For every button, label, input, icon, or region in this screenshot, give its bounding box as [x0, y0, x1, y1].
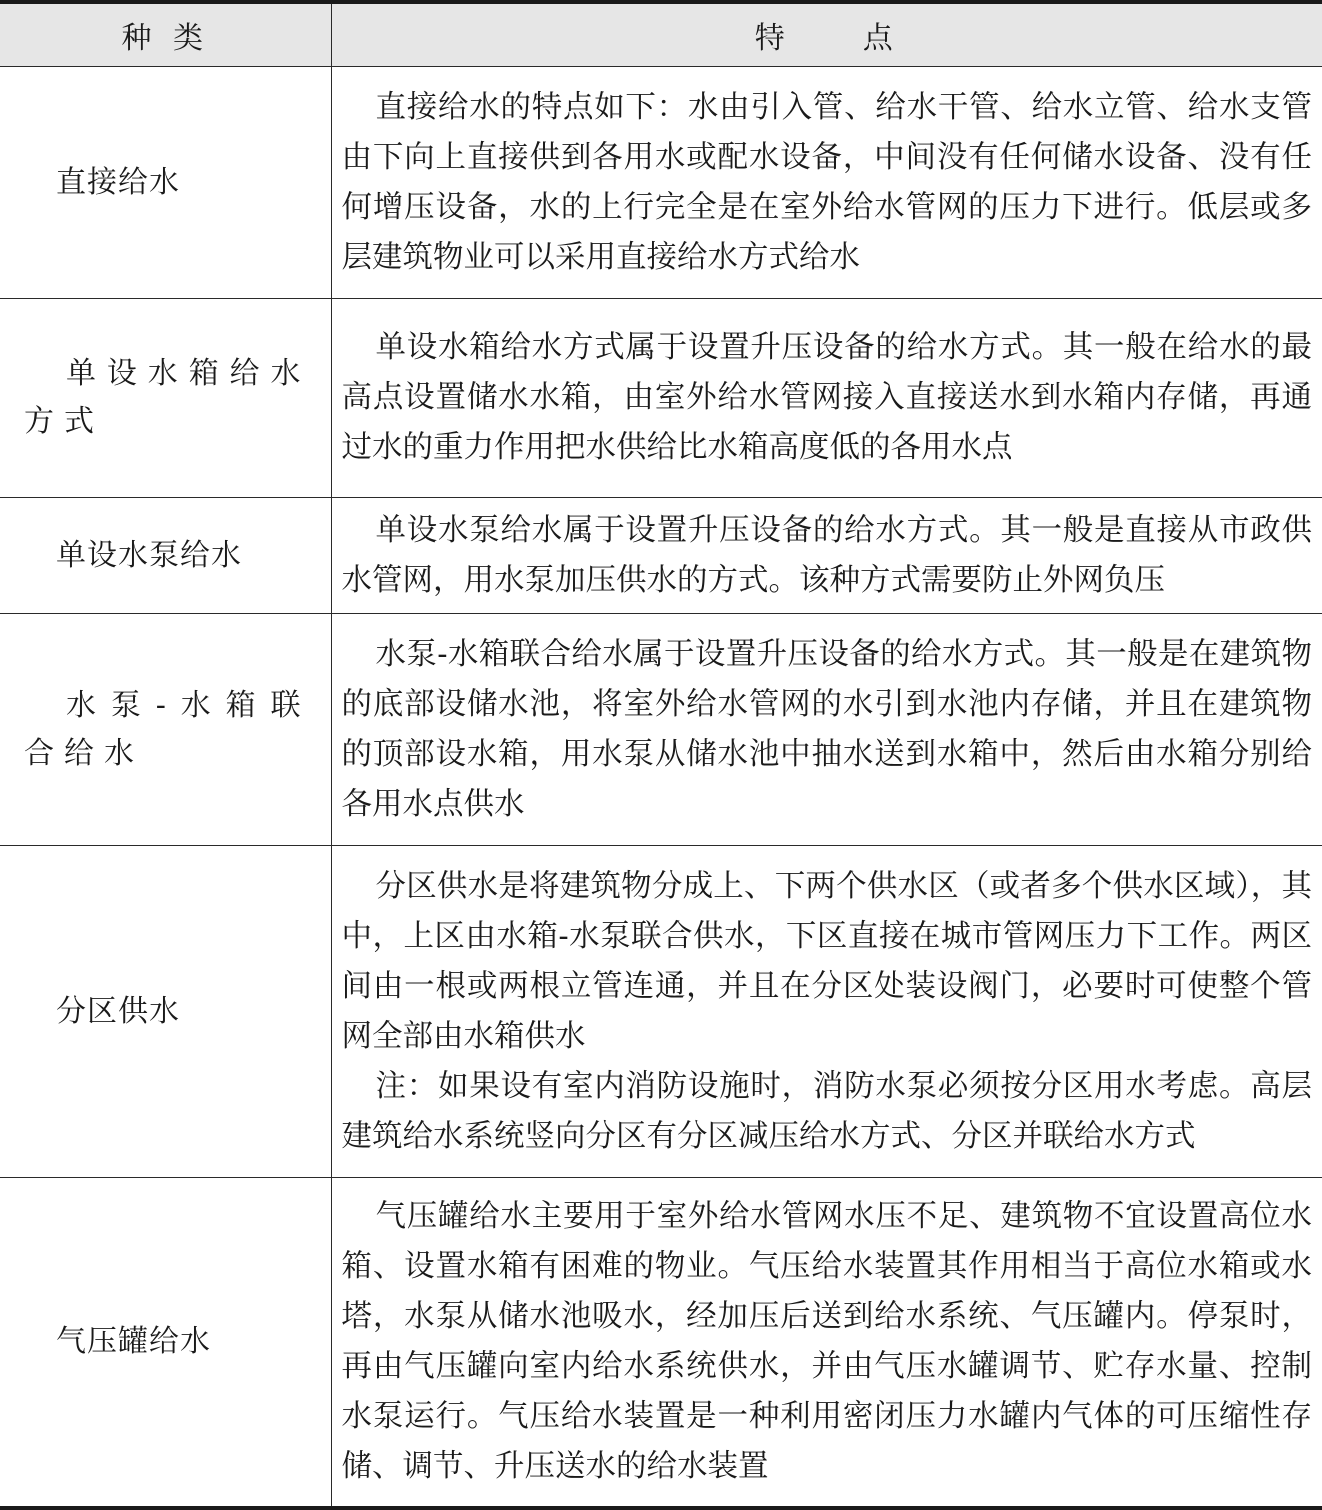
feature-paragraph: 水泵-水箱联合给水属于设置升压设备的给水方式。其一般是在建筑物的底部设储水池，将室外给水管网的水引到水池内存储，并且在建筑物的顶部设水箱，用水泵从储水池中抽水送到水箱中，然后由水箱分别给各用水点供水 [341, 636, 1312, 822]
feature-cell [331, 846, 1322, 1178]
table-row [0, 614, 1322, 846]
feature-cell [331, 1178, 1322, 1509]
feature-cell [331, 299, 1322, 498]
table-row [0, 846, 1322, 1178]
type-cell: 单设水泵给水 [0, 498, 331, 614]
table-row [0, 67, 1322, 299]
feature-paragraph: 直接给水的特点如下：水由引入管、给水干管、给水立管、给水支管由下向上直接供到各用水或配水设备，中间没有任何储水设备、没有任何增压设备，水的上行完全是在室外给水管网的压力下进行。低层或多层建筑物业可以采用直接给水方式给水 [341, 89, 1312, 275]
feature-paragraph: 分区供水是将建筑物分成上、下两个供水区（或者多个供水区域），其中，上区由水箱-水泵联合供水，下区直接在城市管网压力下工作。两区间由一根或两根立管连通，并且在分区处装设阀门，必要时可使整个管网全部由水箱供水 [341, 868, 1312, 1054]
table-row [0, 498, 1322, 614]
column-header-type: 种 类 [0, 2, 331, 67]
feature-paragraph: 单设水箱给水方式属于设置升压设备的给水方式。其一般在给水的最高点设置储水水箱，由室外给水管网接入直接送水到水箱内存储，再通过水的重力作用把水供给比水箱高度低的各用水点 [341, 330, 1312, 465]
feature-cell [331, 498, 1322, 614]
feature-paragraph: 气压罐给水主要用于室外给水管网水压不足、建筑物不宜设置高位水箱、设置水箱有困难的物业。气压给水装置其作用相当于高位水箱或水塔，水泵从储水池吸水，经加压后送到给水系统、气压罐内。停泵时，再由气压罐向室内给水系统供水，并由气压水罐调节、贮存水量、控制水泵运行。气压给水装置是一种利用密闭压力水罐内气体的可压缩性存储、调节、升压送水的给水装置 [341, 1199, 1312, 1484]
column-header-feature: 特 点 [331, 2, 1322, 67]
type-cell: 气压罐给水 [0, 1178, 331, 1509]
feature-cell [331, 67, 1322, 299]
type-cell: 单设水箱给水方式 [0, 299, 331, 498]
table-row [0, 299, 1322, 498]
feature-cell [331, 614, 1322, 846]
feature-note: 注：如果设有室内消防设施时，消防水泵必须按分区用水考虑。高层建筑给水系统竖向分区有分区减压给水方式、分区并联给水方式 [341, 1068, 1312, 1154]
table-row [0, 1178, 1322, 1509]
type-cell: 水泵-水箱联合给水 [0, 614, 331, 846]
type-cell: 分区供水 [0, 846, 331, 1178]
type-cell: 直接给水 [0, 67, 331, 299]
table-header-row [0, 2, 1322, 67]
feature-paragraph: 单设水泵给水属于设置升压设备的给水方式。其一般是直接从市政供水管网，用水泵加压供水的方式。该种方式需要防止外网负压 [341, 512, 1312, 598]
